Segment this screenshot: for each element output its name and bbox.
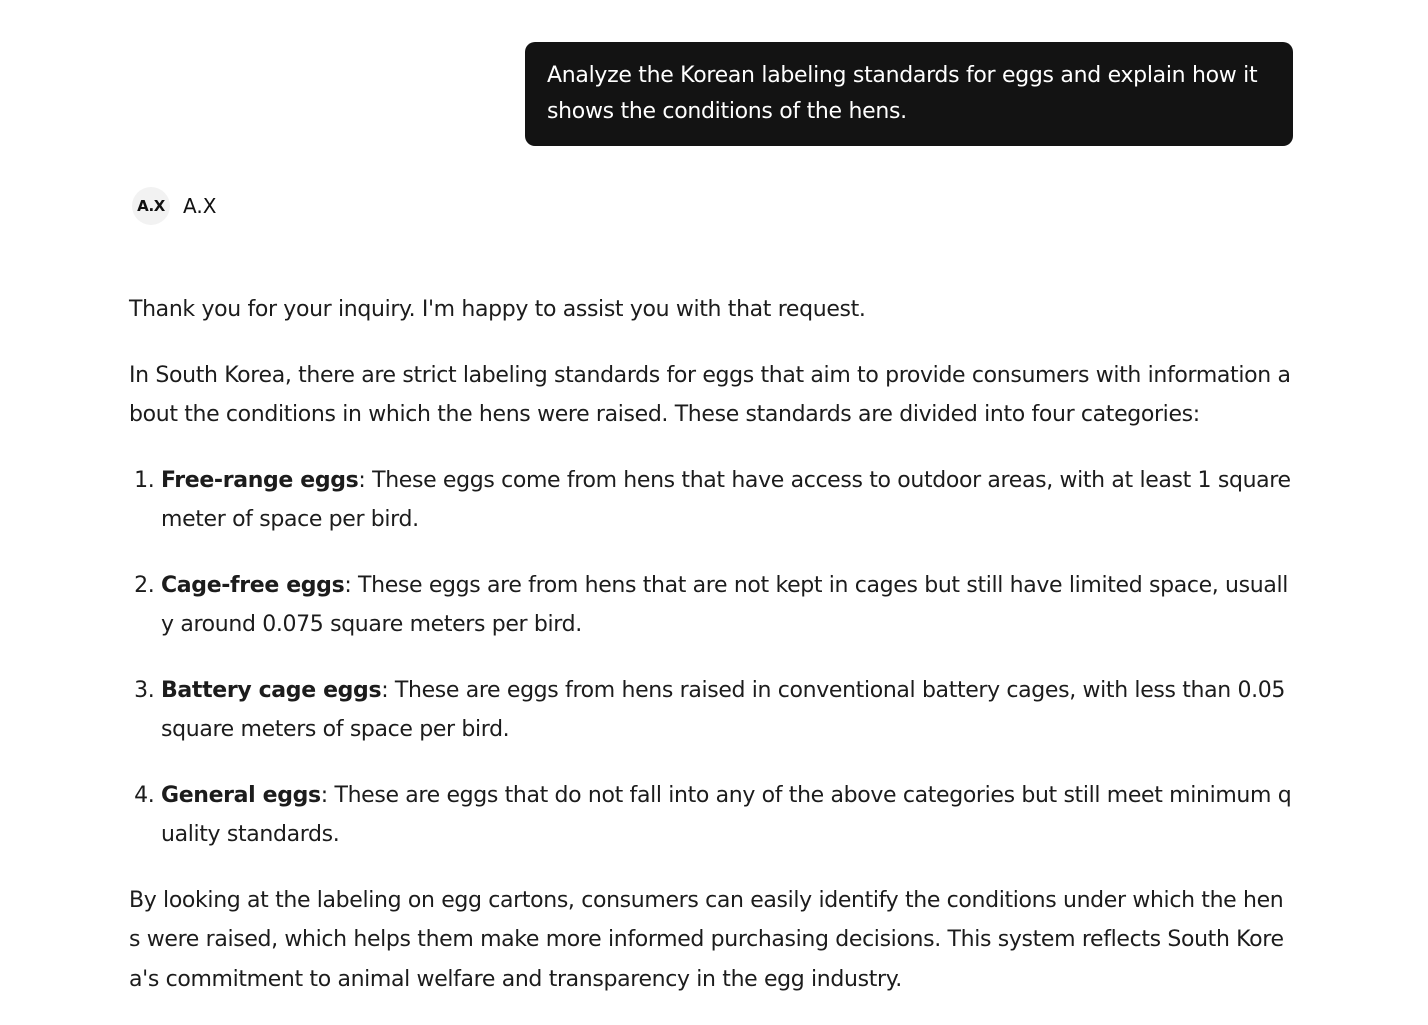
- list-item: [161, 776, 1293, 855]
- response-conclusion: By looking at the labeling on egg cartons, consumers can easily identify the conditions under which the hens were raised, which helps them make more informed purchasing decisions. This system reflects South Korea's commitment to animal welfare and transparency in the egg industry.: [129, 887, 1284, 992]
- list-item-body: : These eggs come from hens that have access to outdoor areas, with at least 1 square meter of space per bird.: [161, 467, 1291, 532]
- list-item: [161, 461, 1293, 540]
- response-intro: Thank you for your inquiry. I'm happy to assist you with that request.: [129, 297, 866, 322]
- assistant-header: [132, 187, 216, 225]
- list-item: [161, 566, 1293, 645]
- list-item-title: Cage-free eggs: [161, 572, 345, 598]
- assistant-response: [129, 290, 1293, 1025]
- egg-category-list: [129, 461, 1293, 855]
- list-item: [161, 671, 1293, 750]
- assistant-name: A.X: [183, 194, 217, 218]
- list-item-title: General eggs: [161, 782, 321, 808]
- list-item-title: Battery cage eggs: [161, 677, 382, 703]
- list-item-body: : These are eggs from hens raised in conventional battery cages, with less than 0.05 square meters of space per bird.: [161, 677, 1286, 742]
- response-paragraph: In South Korea, there are strict labeling standards for eggs that aim to provide consumers with information about the conditions in which the hens were raised. These standards are divided into four categories:: [129, 362, 1291, 427]
- assistant-avatar: [132, 187, 170, 225]
- user-message-bubble: [525, 42, 1293, 146]
- list-item-title: Free-range eggs: [161, 467, 359, 493]
- list-item-body: : These eggs are from hens that are not kept in cages but still have limited space, usually around 0.075 square meters per bird.: [161, 572, 1289, 637]
- user-message-text: Analyze the Korean labeling standards for eggs and explain how it shows the conditions of the hens.: [547, 63, 1258, 124]
- assistant-avatar-text: A.X: [137, 197, 165, 215]
- list-item-body: : These are eggs that do not fall into any of the above categories but still meet minimum quality standards.: [161, 782, 1292, 847]
